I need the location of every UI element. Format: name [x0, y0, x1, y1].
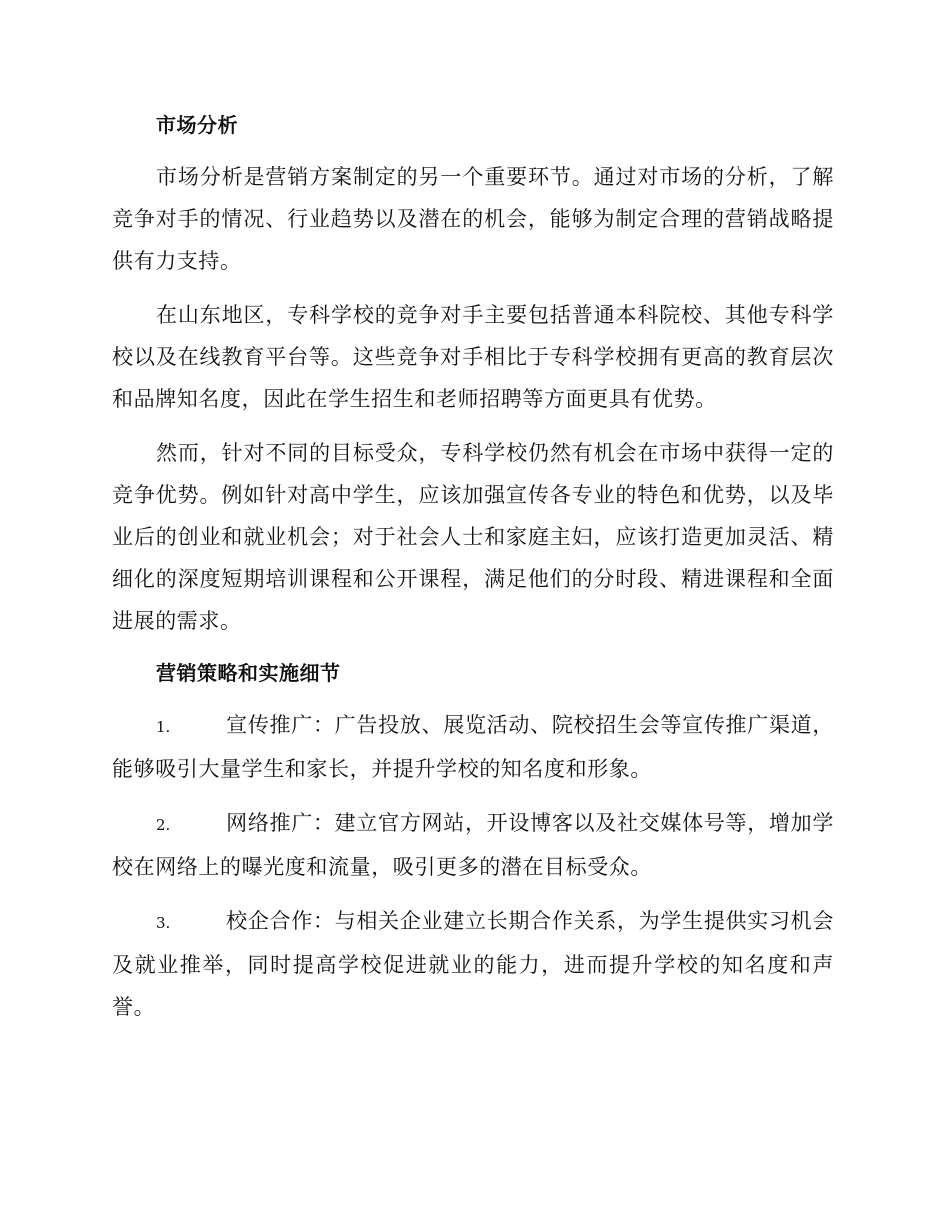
spacer [112, 790, 834, 802]
paragraph-opportunities: 然而，针对不同的目标受众，专科学校仍然有机会在市场中获得一定的竞争优势。例如针对高中学生，应该加强宣传各专业的特色和优势，以及毕业后的创业和就业机会；对于社会人士和家庭主妇，应该打造更加灵活、精细化的深度短期培训课程和公开课程，满足他们的分时段、精进课程和全面进展的需求。 [112, 441, 834, 633]
paragraph-market-analysis-intro: 市场分析是营销方案制定的另一个重要环节。通过对市场的分析，了解竞争对手的情况、行业趋势以及潜在的机会，能够为制定合理的营销战略提供有力支持。 [112, 165, 834, 273]
spacer [112, 642, 834, 652]
section-heading-marketing-strategy: 营销策略和实施细节 [156, 661, 341, 685]
list-item-promotion [112, 704, 834, 790]
list-item-school-enterprise [112, 900, 834, 1028]
paragraph-competitors: 在山东地区，专科学校的竞争对手主要包括普通本科院校、其他专科学校以及在线教育平台等。这些竞争对手相比于专科学校拥有更高的教育层次和品牌知名度，因此在学生招生和老师招聘等方面更具有优势。 [112, 303, 834, 411]
spacer [112, 282, 834, 294]
section-heading-market-analysis: 市场分析 [156, 113, 238, 137]
list-item-number: 3. [156, 914, 171, 932]
document-body [112, 104, 834, 1028]
spacer [112, 420, 834, 432]
list-item-number: 2. [156, 816, 171, 834]
list-item-text: 校企合作：与相关企业建立长期合作关系，为学生提供实习机会及就业推举，同时提高学校促进就业的能力，进而提升学校的知名度和声誉。 [112, 909, 834, 1019]
list-item-text: 宣传推广：广告投放、展览活动、院校招生会等宣传推广渠道，能够吸引大量学生和家长，并提升学校的知名度和形象。 [112, 713, 834, 781]
list-item-online-promotion [112, 802, 834, 888]
spacer [112, 146, 834, 156]
spacer [112, 888, 834, 900]
list-item-number: 1. [156, 718, 171, 736]
list-item-text: 网络推广：建立官方网站，开设博客以及社交媒体号等，增加学校在网络上的曝光度和流量，吸引更多的潜在目标受众。 [112, 811, 834, 879]
spacer [112, 694, 834, 704]
